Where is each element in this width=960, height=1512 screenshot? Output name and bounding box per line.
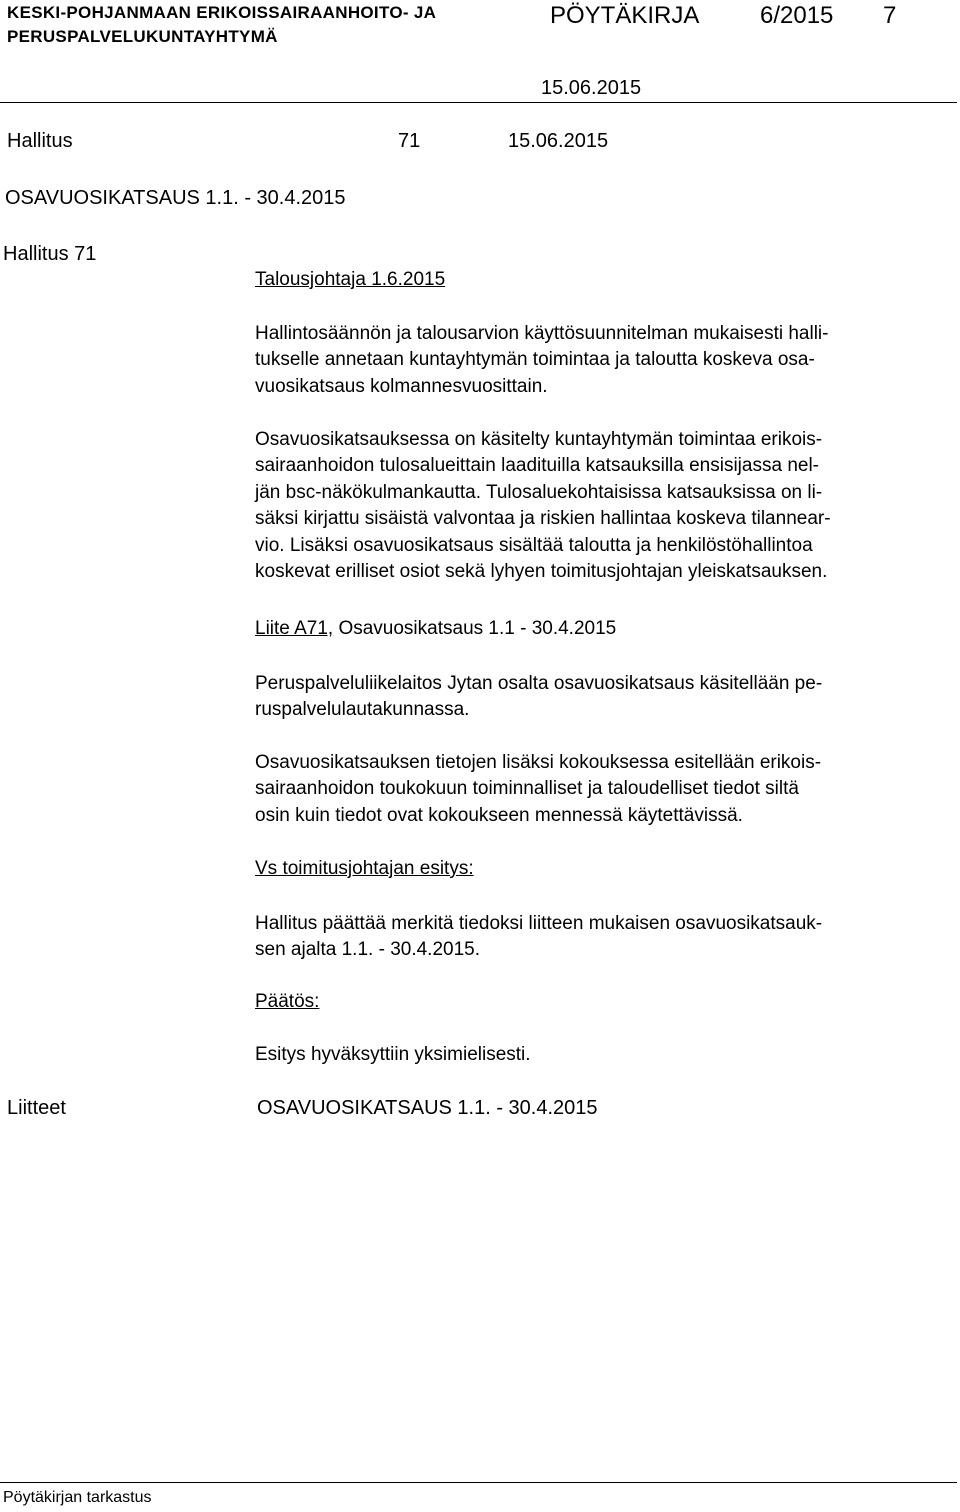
body-name: Hallitus	[7, 130, 73, 152]
paragraph-line: sairaanhoidon tulosalueittain laadituilla katsauksilla ensisijassa nel-	[255, 455, 819, 477]
attachments-label: Liitteet	[7, 1097, 66, 1119]
paragraph-line: ruspalvelulautakunnassa.	[255, 699, 470, 721]
proposal-heading: Vs toimitusjohtajan esitys:	[255, 858, 474, 879]
item-title: OSAVUOSIKATSAUS 1.1. - 30.4.2015	[5, 187, 346, 209]
page-number: 7	[883, 2, 897, 29]
paragraph-line: Osavuosikatsauksen tietojen lisäksi kokouksessa esitellään erikois-	[255, 752, 822, 773]
paragraph-2	[255, 427, 951, 585]
section-number: 71	[398, 130, 421, 152]
organization-name-line2: PERUSPALVELUKUNTAYHTYMÄ	[7, 27, 278, 46]
paragraph-line: koskevat erilliset osiot sekä lyhyen toimitusjohtajan yleiskatsauksen.	[255, 561, 828, 583]
paragraph-line: sen ajalta 1.1. - 30.4.2015.	[255, 939, 480, 961]
footer-text: Pöytäkirjan tarkastus	[3, 1489, 152, 1506]
decision-heading: Päätös:	[255, 991, 320, 1012]
attachment-title: Osavuosikatsaus 1.1 - 30.4.2015	[333, 618, 617, 639]
paragraph-line: säksi kirjattu sisäistä valvontaa ja riskien hallintaa koskeva tilannear-	[255, 508, 831, 530]
paragraph-line: Hallintosäännön ja talousarvion käyttösuunnitelman mukaisesti halli-	[255, 323, 829, 344]
paragraph-line: osin kuin tiedot ovat kokoukseen mennessä käytettävissä.	[255, 804, 743, 826]
paragraph-line: Osavuosikatsauksessa on käsitelty kuntayhtymän toimintaa erikois-	[255, 429, 823, 450]
decision-text: Esitys hyväksyttiin yksimielisesti.	[255, 1044, 531, 1065]
attachment-reference	[255, 618, 616, 640]
document-number: 6/2015	[760, 2, 834, 29]
attachment-link[interactable]: Liite A71,	[255, 618, 334, 639]
paragraph-1	[255, 321, 951, 400]
header-divider	[0, 102, 957, 103]
paragraph-line: Hallitus päättää merkitä tiedoksi liitteen mukaisen osavuosikatsauk-	[255, 913, 823, 934]
preparer-line: Talousjohtaja 1.6.2015	[255, 269, 446, 290]
paragraph-line: vio. Lisäksi osavuosikatsaus sisältää taloutta ja henkilöstöhallintoa	[255, 534, 813, 556]
footer-divider	[0, 1482, 957, 1483]
paragraph-4	[255, 750, 951, 829]
document-type: PÖYTÄKIRJA	[550, 2, 700, 29]
section-date: 15.06.2015	[508, 130, 609, 152]
paragraph-3	[255, 671, 951, 724]
attachments-value: OSAVUOSIKATSAUS 1.1. - 30.4.2015	[257, 1097, 598, 1119]
paragraph-line: jän bsc-näkökulmankautta. Tulosaluekohtaisissa katsauksissa on li-	[255, 481, 823, 503]
paragraph-line: tukselle annetaan kuntayhtymän toimintaa ja taloutta koskeva osa-	[255, 349, 815, 371]
meeting-date: 15.06.2015	[541, 77, 642, 99]
paragraph-line: vuosikatsaus kolmannesvuosittain.	[255, 375, 548, 397]
organization-name-line1: KESKI-POHJANMAAN ERIKOISSAIRAANHOITO- JA	[7, 3, 437, 22]
reference-body: Hallitus 71	[3, 243, 97, 265]
paragraph-line: sairaanhoidon toukokuun toiminnalliset ja taloudelliset tiedot siltä	[255, 778, 799, 800]
paragraph-line: Peruspalveluliikelaitos Jytan osalta osavuosikatsaus käsitellään pe-	[255, 673, 823, 694]
proposal-text	[255, 911, 951, 964]
